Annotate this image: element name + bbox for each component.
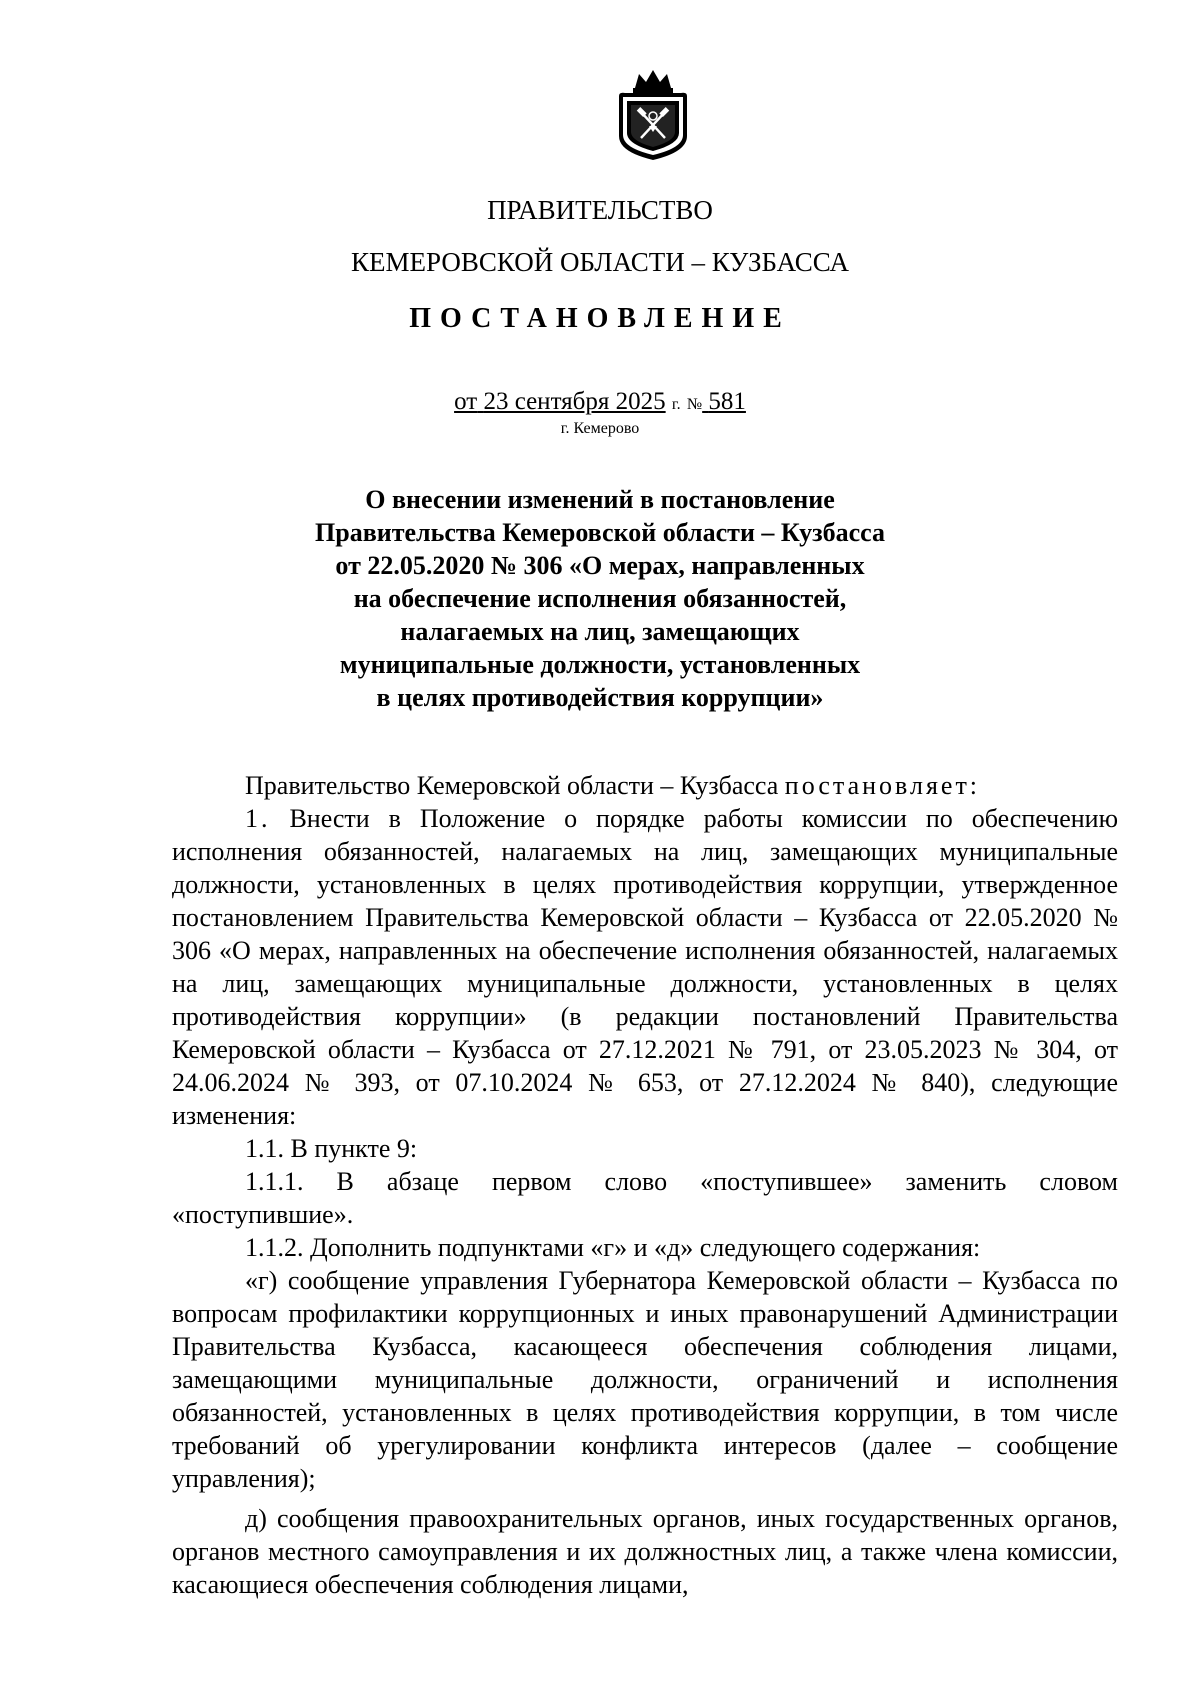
document-date: 23 сентября 2025 (483, 388, 666, 415)
subpoint-d: д) сообщения правоохранительных органов, иных государственных органов, органов местного самоуправления и их должностных лиц, а также члена комиссии, касающиеся обеспечения соблюдения лицами, (172, 1504, 1118, 1599)
subject-line: О внесении изменений в постановление (365, 485, 835, 514)
org-line-2: КЕМЕРОВСКОЙ ОБЛАСТИ – КУЗБАССА (351, 247, 849, 277)
subject-line: на обеспечение исполнения обязанностей, (353, 584, 847, 613)
preamble-text: Правительство Кемеровской области – Кузбасса (245, 771, 785, 800)
item-1-1-1: 1.1.1. В абзаце первом слово «поступившее» заменить словом «поступившие». (172, 1167, 1118, 1229)
year-suffix: г. (671, 396, 681, 413)
subpoint-g: «г) сообщение управления Губернатора Кемеровской области – Кузбасса по вопросам профилактики коррупционных и иных правонарушений Администрации Правительства Кузбасса, касающееся обеспечения соблюдения лицами, замещающими муниципальные должности, ограничений и исполнения обязанностей, установленных в целях противодействия коррупции, в том числе требований об урегулировании конфликта интересов (далее – сообщение управления); (172, 1266, 1118, 1493)
org-name (0, 184, 1200, 288)
date-prefix: от (454, 388, 478, 415)
item-1 (172, 802, 1118, 1132)
item-1-text: Внести в Положение о порядке работы комиссии по обеспечению исполнения обязанностей, налагаемых на лиц, замещающих муниципальные должности, установленных в целях противодействия коррупции, утвержденное постановлением Правительства Кемеровской области – Кузбасса от 22.05.2020 № 306 «О мерах, направленных на обеспечение исполнения обязанностей, налагаемых на лиц, замещающих муниципальные должности, установленных в целях противодействия коррупции» (в редакции постановлений Правительства Кемеровской области – Кузбасса от 27.12.2021 № 791, от 23.05.2023 № 304, от 24.06.2024 № 393, от 07.10.2024 № 653, от 27.12.2024 № 840), следующие изменения: (172, 804, 1118, 1130)
document-subject (0, 483, 1200, 714)
number-sign: № (686, 396, 703, 413)
item-1-1-2: 1.1.2. Дополнить подпунктами «г» и «д» следующего содержания: (245, 1233, 981, 1262)
subject-line: в целях противодействия коррупции» (376, 683, 824, 712)
org-line-1: ПРАВИТЕЛЬСТВО (487, 195, 713, 225)
item-1-number: 1. (245, 804, 271, 833)
document-number: 581 (708, 388, 746, 415)
subject-line: Правительства Кемеровской области – Кузбасса (315, 518, 885, 547)
document-body (172, 769, 1118, 1601)
subject-line: налагаемых на лиц, замещающих (400, 617, 800, 646)
document-type-title: ПОСТАНОВЛЕНИЕ (409, 303, 791, 334)
date-number-line (0, 388, 1200, 416)
subject-line: муниципальные должности, установленных (339, 650, 861, 679)
coat-of-arms-icon (615, 66, 691, 162)
preamble-verb: постановляет: (784, 771, 981, 800)
city: г. Кемерово (560, 420, 640, 437)
preamble (172, 769, 1118, 802)
subject-line: от 22.05.2020 № 306 «О мерах, направленных (335, 551, 865, 580)
item-1-1: 1.1. В пункте 9: (245, 1134, 418, 1163)
